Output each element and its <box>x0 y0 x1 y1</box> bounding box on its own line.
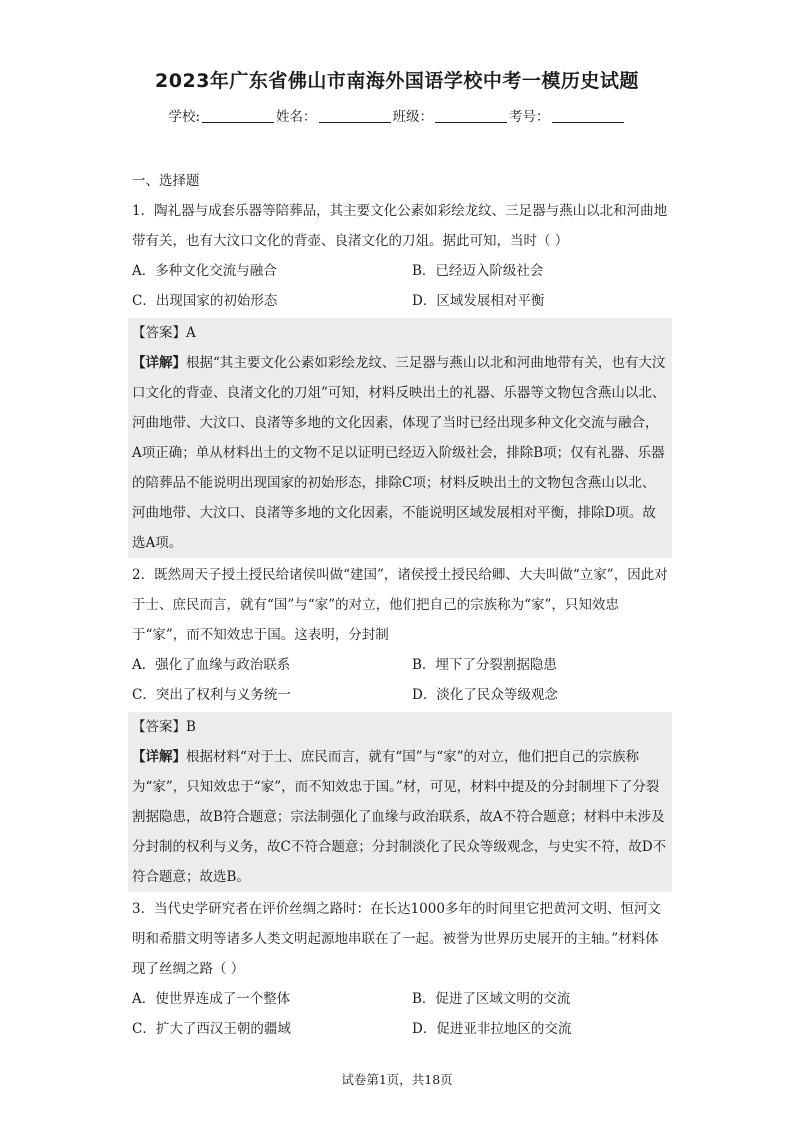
question-options <box>132 984 668 1044</box>
answer-block <box>128 318 672 558</box>
question-2 <box>132 560 668 892</box>
name-label: 姓名： <box>276 109 317 125</box>
answer-line: 【答案】A <box>132 325 196 341</box>
class-blank <box>435 110 507 123</box>
option-b: B．埋下了分裂割据隐患 <box>412 657 557 673</box>
question-1 <box>132 196 668 558</box>
question-stem: 2．既然周天子授土授民给诸侯叫做“建国”，诸侯授土授民给卿、大夫叫做“立家”，因此对于士、庶民而言，就有“国”与“家”的对立，他们把自己的宗族称为“家”，只知效忠于“家”，而不知效忠于国。这表明，分封制 <box>132 567 668 643</box>
option-c: C．扩大了西汉王朝的疆域 <box>132 1021 291 1037</box>
option-a: A．使世界连成了一个整体 <box>132 991 291 1007</box>
id-label: 考号： <box>509 109 550 125</box>
questions-content <box>132 166 668 1044</box>
option-d: D．促进亚非拉地区的交流 <box>412 1021 572 1037</box>
school-label: 学校: <box>168 109 201 125</box>
detail-text: 根据材料“对于士、庶民而言，就有“国”与“家”的对立，他们把自己的宗族称为“家”，只知效忠于“家”，而不知效忠于国。”材，可见，材料中提及的分封制埋下了分裂割据隐患，故B符合题意；宗法制强化了血缘与政治联系，故A不符合题意；材料中未涉及分封制的权利与义务，故C不符合题意；分封制淡化了民众等级观念，与史实不符，故D不符合题意；故选B。 <box>132 749 667 885</box>
id-blank <box>552 110 624 123</box>
option-d: D．区域发展相对平衡 <box>412 293 545 309</box>
section-title: 一、选择题 <box>132 173 200 189</box>
detail-paragraph <box>132 742 668 892</box>
option-b: B．已经迈入阶级社会 <box>412 263 544 279</box>
option-d: D．淡化了民众等级观念 <box>412 687 558 703</box>
detail-paragraph <box>132 348 668 558</box>
detail-tag: 【详解】 <box>132 749 186 765</box>
answer-line: 【答案】B <box>132 719 196 735</box>
student-info-row <box>0 105 794 125</box>
name-blank <box>319 110 391 123</box>
option-a: A．多种文化交流与融合 <box>132 263 277 279</box>
question-options <box>132 650 668 710</box>
question-3 <box>132 894 668 1044</box>
detail-text: 根据“其主要文化公素如彩绘龙纹、三足器与燕山以北和河曲地带有关，也有大汶口文化的背壶、良渚文化的刀俎”可知，材料反映出土的礼器、乐器等文物包含燕山以北、河曲地带、大汶口、良渚等多地的文化因素，体现了当时已经出现多种文化交流与融合，A项正确；单从材料出土的文物不足以证明已经迈入阶级社会，排除B项；仅有礼器、乐器的陪葬品不能说明出现国家的初始形态，排除C项；材料反映出土的文物包含燕山以北、河曲地带、大汶口、良渚等多地的文化因素，不能说明区域发展相对平衡，排除D项。故选A项。 <box>132 355 666 551</box>
question-options <box>132 256 668 316</box>
class-label: 班级： <box>392 109 434 125</box>
question-stem: 1．陶礼器与成套乐器等陪葬品，其主要文化公素如彩绘龙纹、三足器与燕山以北和河曲地带有关，也有大汶口文化的背壶、良渚文化的刀俎。据此可知，当时（ ） <box>132 203 668 249</box>
option-b: B．促进了区域文明的交流 <box>412 991 571 1007</box>
option-c: C．突出了权利与义务统一 <box>132 687 291 703</box>
option-a: A．强化了血缘与政治联系 <box>132 657 291 673</box>
page-title: 2023年广东省佛山市南海外国语学校中考一模历史试题 <box>155 70 639 92</box>
detail-tag: 【详解】 <box>132 355 186 371</box>
answer-block <box>128 712 672 892</box>
school-blank <box>202 110 274 123</box>
page-footer: 试卷第1页，共18页 <box>341 1072 453 1087</box>
option-c: C．出现国家的初始形态 <box>132 293 278 309</box>
question-stem: 3．当代史学研究者在评价丝绸之路时：在长达1000多年的时间里它把黄河文明、恒河文明和希腊文明等诸多人类文明起源地串联在了一起。被誉为世界历史展开的主轴。”材料体现了丝绸之路（ ） <box>132 901 661 977</box>
